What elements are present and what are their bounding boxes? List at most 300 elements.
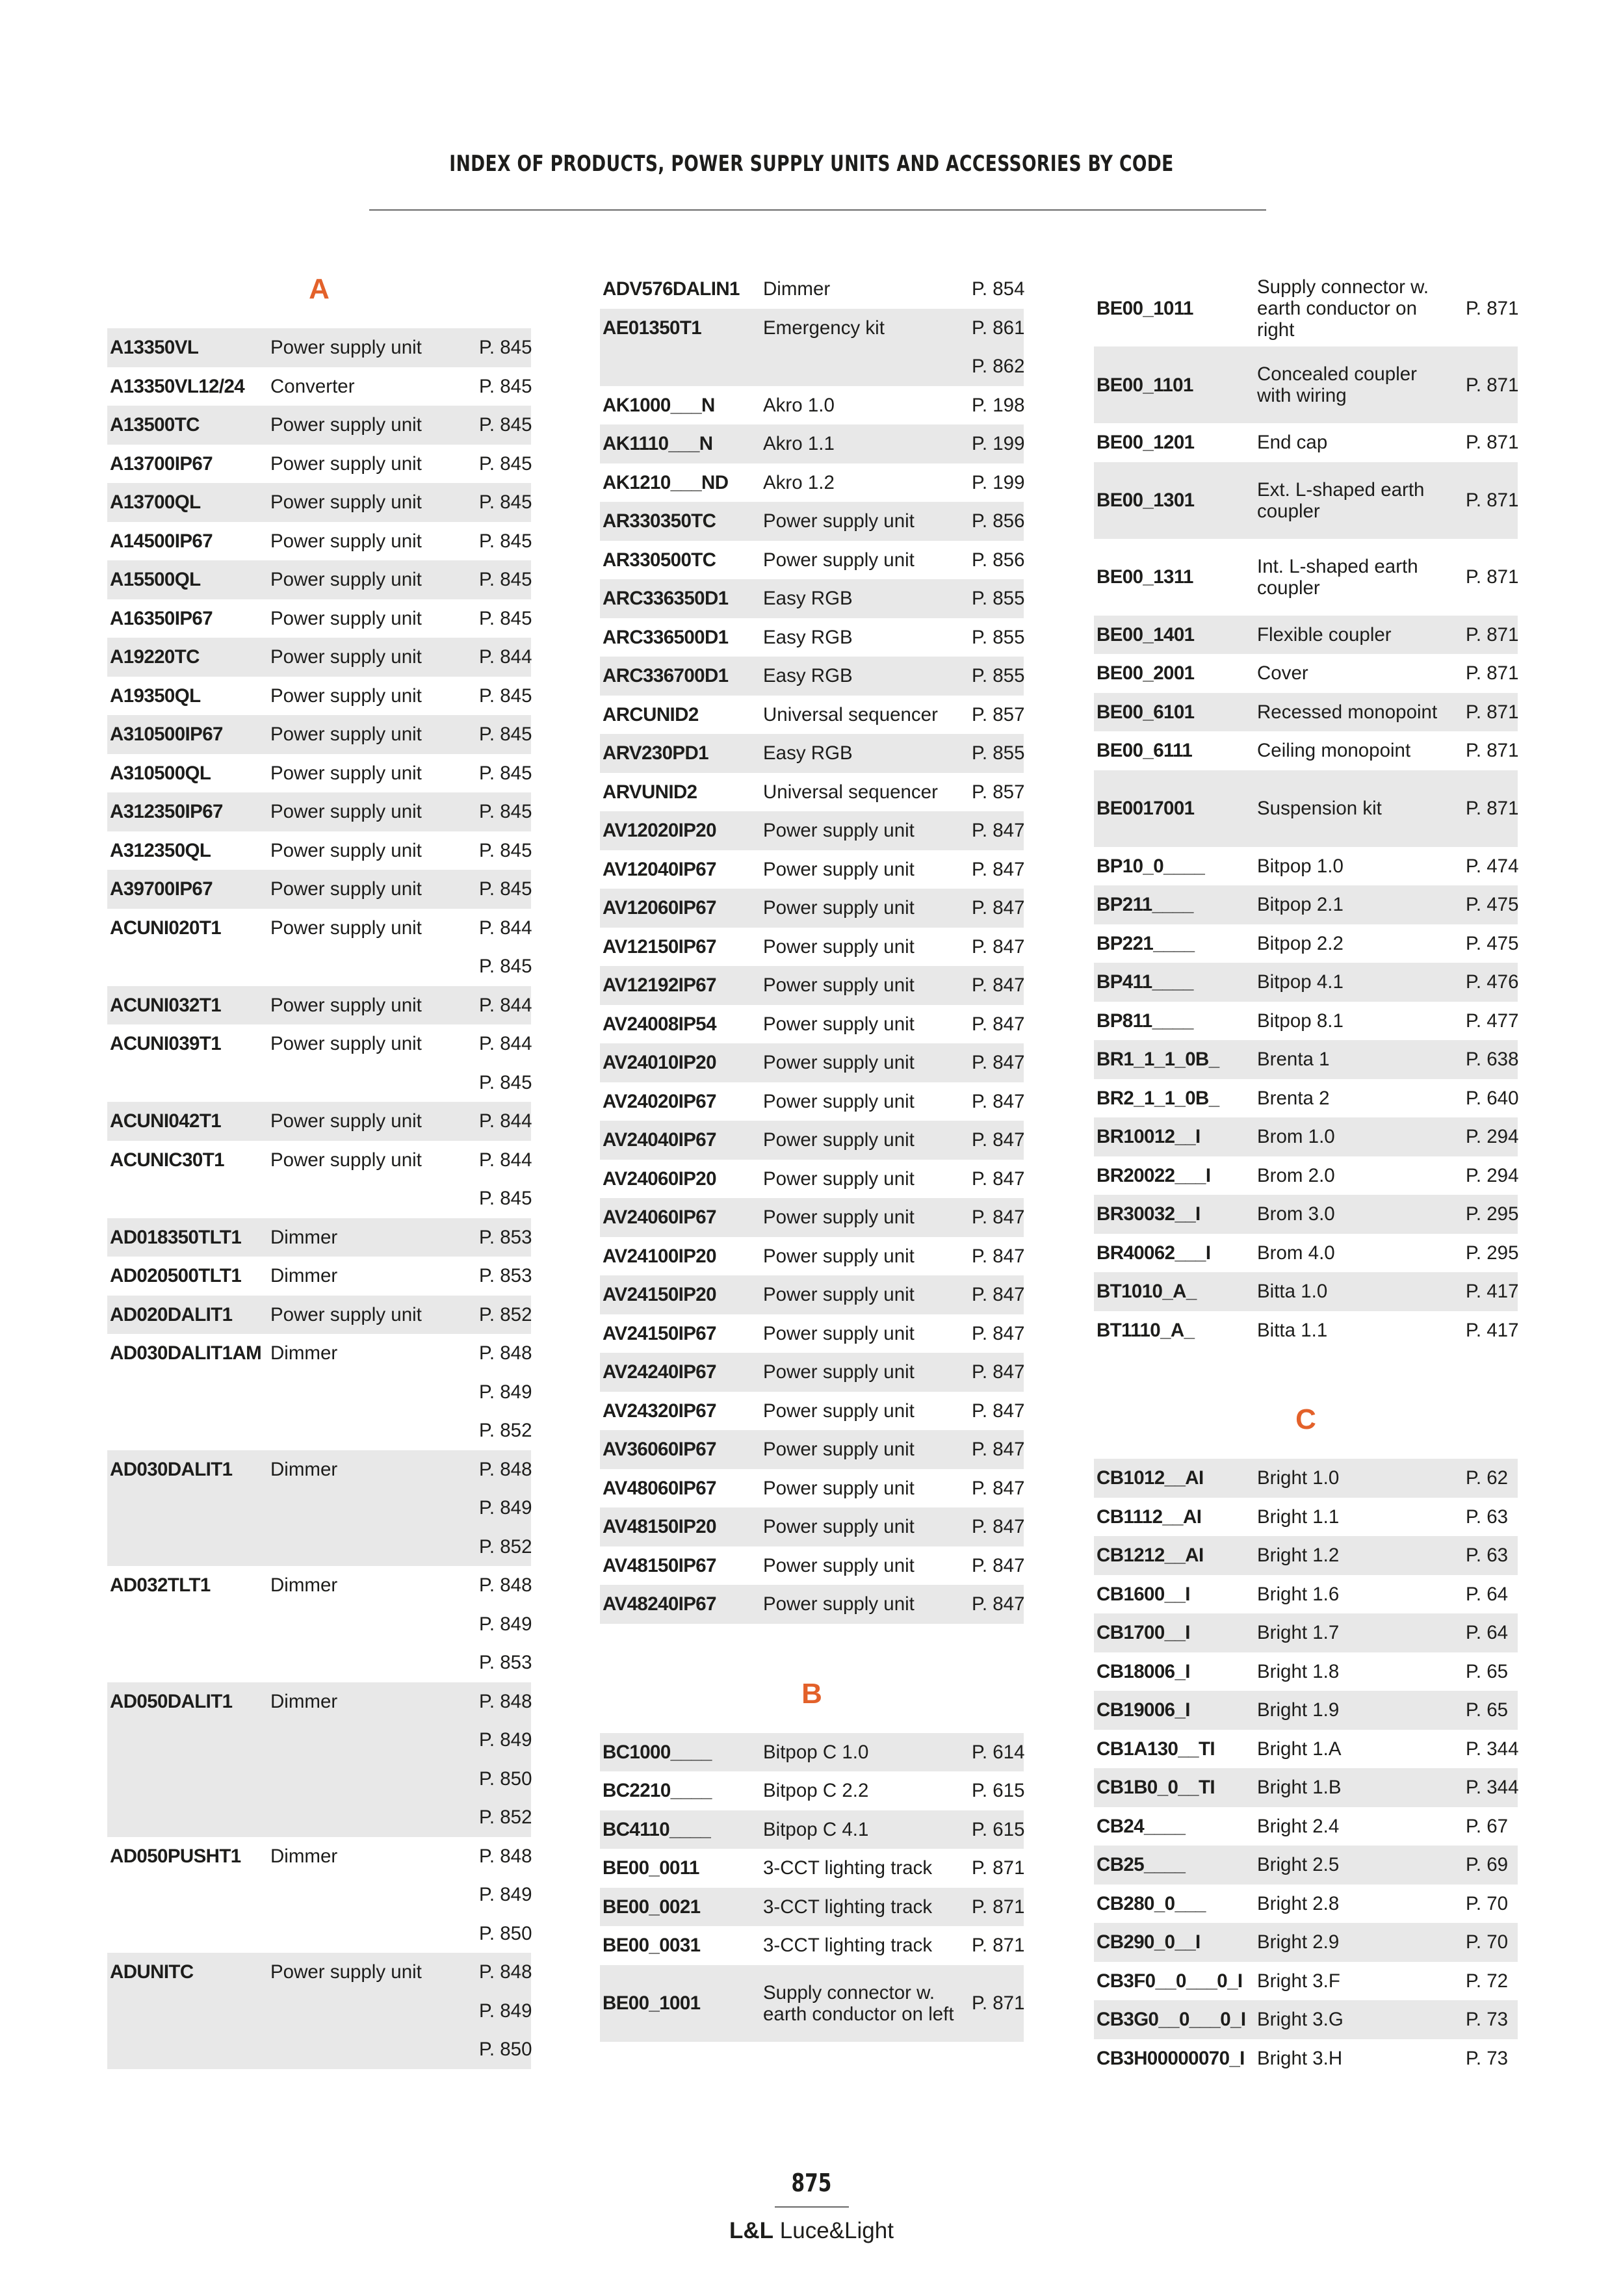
product-code: ADV576DALIN1 — [603, 278, 740, 300]
product-code: AK1000___N — [603, 394, 715, 416]
product-description: Dimmer — [270, 1265, 338, 1287]
page-reference: P. 63 — [1466, 1506, 1509, 1528]
index-row — [107, 792, 531, 831]
product-description: Power supply unit — [270, 685, 422, 707]
product-code: ACUNI020T1 — [110, 917, 222, 939]
index-row — [1094, 731, 1518, 770]
product-description: Brom 2.0 — [1257, 1164, 1335, 1186]
index-row — [1094, 885, 1518, 924]
product-description: Power supply unit — [763, 1554, 915, 1576]
product-code: BP211____ — [1097, 894, 1193, 916]
product-code: AD020DALIT1 — [110, 1303, 233, 1325]
product-description: Brom 1.0 — [1257, 1126, 1335, 1148]
page-reference: P. 848 — [479, 1961, 532, 1983]
page-reference: P. 847 — [972, 858, 1025, 880]
index-row — [107, 1682, 531, 1721]
page-reference: P. 871 — [1466, 701, 1519, 723]
product-description: Bitpop C 4.1 — [763, 1818, 869, 1840]
product-description: Recessed monopoint — [1257, 701, 1438, 723]
product-description: Power supply unit — [270, 337, 422, 359]
page-reference: P. 67 — [1466, 1815, 1509, 1837]
index-row — [600, 1121, 1024, 1160]
product-code: BP10_0____ — [1097, 855, 1205, 877]
page-reference: P. 640 — [1466, 1087, 1519, 1109]
page-reference: P. 64 — [1466, 1622, 1509, 1644]
index-row — [107, 1837, 531, 1876]
product-description: Power supply unit — [270, 1961, 422, 1983]
index-row — [107, 831, 531, 870]
index-row — [600, 657, 1024, 696]
page-reference: P. 848 — [479, 1458, 532, 1480]
index-row — [107, 1566, 531, 1605]
page-reference: P. 294 — [1466, 1126, 1519, 1148]
index-row — [1094, 847, 1518, 886]
index-row — [600, 1237, 1024, 1276]
page-reference: P. 849 — [479, 2000, 532, 2022]
index-row — [107, 1875, 531, 1914]
product-description: Bright 1.7 — [1257, 1622, 1340, 1644]
page-reference: P. 72 — [1466, 1970, 1509, 1992]
page-reference: P. 847 — [972, 1516, 1025, 1538]
index-row — [600, 1160, 1024, 1199]
product-code: CB24____ — [1097, 1815, 1186, 1837]
product-code: CB1212__AI — [1097, 1545, 1204, 1567]
product-description: Bright 1.6 — [1257, 1583, 1340, 1605]
product-code: AV24010IP20 — [603, 1052, 716, 1074]
index-row — [107, 328, 531, 367]
index-row — [600, 1392, 1024, 1431]
page-reference: P. 844 — [479, 1033, 532, 1055]
page-reference: P. 845 — [479, 1071, 532, 1093]
product-code: ARC336350D1 — [603, 588, 729, 610]
product-description: Brenta 1 — [1257, 1049, 1330, 1071]
page-reference: P. 871 — [1466, 432, 1519, 454]
product-description: Bitta 1.0 — [1257, 1281, 1328, 1303]
page-reference: P. 871 — [1466, 566, 1519, 588]
index-row — [600, 463, 1024, 502]
index-row — [1094, 924, 1518, 963]
product-code: AV24060IP67 — [603, 1207, 716, 1229]
product-code: AD050DALIT1 — [110, 1690, 233, 1712]
index-row — [107, 445, 531, 484]
product-code: BE00_1301 — [1097, 489, 1195, 511]
index-row — [107, 754, 531, 793]
index-row — [1094, 1923, 1518, 1962]
index-row — [1094, 1459, 1518, 1498]
product-code: AE01350T1 — [603, 317, 702, 339]
page-reference: P. 344 — [1466, 1738, 1519, 1760]
product-description: Akro 1.2 — [763, 471, 835, 493]
index-row — [600, 1965, 1024, 2042]
page-reference: P. 847 — [972, 820, 1025, 842]
index-row — [600, 850, 1024, 889]
product-description: Power supply unit — [270, 646, 422, 668]
product-code: AD030DALIT1AM — [110, 1342, 262, 1364]
page-reference: P. 845 — [479, 801, 532, 823]
title-divider — [369, 209, 1266, 211]
index-row — [600, 889, 1024, 928]
product-description: Suspension kit — [1257, 798, 1382, 819]
index-row — [107, 1914, 531, 1953]
index-row — [1094, 1156, 1518, 1195]
product-code: A13700QL — [110, 491, 201, 514]
product-description: Power supply unit — [763, 858, 915, 880]
index-row — [107, 909, 531, 948]
product-description: Power supply unit — [763, 1284, 915, 1306]
product-description: Power supply unit — [270, 1303, 422, 1325]
product-description: Bitpop 1.0 — [1257, 855, 1344, 877]
product-code: AV12040IP67 — [603, 858, 716, 880]
index-row — [1094, 963, 1518, 1002]
index-row — [107, 2030, 531, 2069]
index-row — [107, 1953, 531, 1992]
section-gap — [1094, 1350, 1518, 1381]
product-description: Power supply unit — [763, 1439, 915, 1461]
product-code: ACUNI032T1 — [110, 994, 222, 1016]
page-reference: P. 847 — [972, 935, 1025, 958]
product-description: Cover — [1257, 662, 1308, 685]
index-row — [600, 1926, 1024, 1965]
product-description: Brom 3.0 — [1257, 1203, 1335, 1225]
product-description: Bright 1.A — [1257, 1738, 1342, 1760]
product-code: A16350IP67 — [110, 607, 213, 629]
product-description: Bright 3.F — [1257, 1970, 1340, 1992]
page-reference: P. 856 — [972, 510, 1025, 532]
product-code: A13700IP67 — [110, 452, 213, 475]
page-reference: P. 847 — [972, 1400, 1025, 1422]
index-row — [107, 560, 531, 599]
page-reference: P. 853 — [479, 1226, 532, 1248]
product-code: A13350VL — [110, 337, 199, 359]
index-row — [1094, 1498, 1518, 1537]
product-description: Power supply unit — [270, 1033, 422, 1055]
page-reference: P. 871 — [972, 1896, 1025, 1918]
page-reference: P. 871 — [1466, 740, 1519, 762]
product-code: BR1_1_1_0B_ — [1097, 1049, 1219, 1071]
product-description: Brom 4.0 — [1257, 1242, 1335, 1264]
index-row — [1094, 693, 1518, 732]
product-code: AV12150IP67 — [603, 935, 716, 958]
index-row — [107, 522, 531, 561]
product-code: AR330500TC — [603, 549, 716, 571]
product-code: AD050PUSHT1 — [110, 1845, 241, 1867]
index-row — [1094, 1117, 1518, 1156]
index-row — [107, 1760, 531, 1799]
product-description: Power supply unit — [270, 994, 422, 1016]
page-reference: P. 845 — [479, 762, 532, 784]
product-code: ACUNI042T1 — [110, 1110, 222, 1132]
product-code: AR330350TC — [603, 510, 716, 532]
product-description: Power supply unit — [763, 1129, 915, 1151]
product-code: BE00_1201 — [1097, 432, 1195, 454]
product-description: Dimmer — [270, 1342, 338, 1364]
product-code: BE00_0031 — [603, 1935, 701, 1957]
index-row — [600, 541, 1024, 580]
product-description: 3-CCT lighting track — [763, 1896, 933, 1918]
product-code: AV48060IP67 — [603, 1477, 716, 1499]
product-code: BE00_0011 — [603, 1857, 699, 1879]
page-reference: P. 871 — [1466, 662, 1519, 685]
product-code: BR30032__I — [1097, 1203, 1201, 1225]
product-code: AD020500TLT1 — [110, 1265, 242, 1287]
product-code: BP411____ — [1097, 971, 1193, 993]
page-reference: P. 845 — [479, 839, 532, 861]
index-row — [107, 1179, 531, 1218]
index-row — [107, 1721, 531, 1760]
product-description: Easy RGB — [763, 588, 853, 610]
product-code: AV12192IP67 — [603, 974, 716, 997]
product-description: Converter — [270, 375, 355, 397]
product-code: AV24150IP67 — [603, 1322, 716, 1344]
product-description: Bright 1.9 — [1257, 1699, 1340, 1721]
page-reference: P. 871 — [972, 1992, 1025, 2014]
index-row — [1094, 1613, 1518, 1652]
index-row — [600, 1849, 1024, 1888]
product-code: CB3H00000070_I — [1097, 2047, 1245, 2069]
index-row — [107, 1450, 531, 1489]
index-row — [107, 1296, 531, 1335]
product-description: Bitpop 2.2 — [1257, 932, 1344, 954]
index-row — [600, 270, 1024, 309]
brand-rest: Luce&Light — [773, 2218, 894, 2243]
index-row — [107, 1528, 531, 1567]
page-reference: P. 844 — [479, 917, 532, 939]
product-description: Bitpop C 2.2 — [763, 1780, 869, 1802]
index-column-1 — [107, 250, 531, 2069]
product-code: A312350IP67 — [110, 801, 223, 823]
page-reference: P. 847 — [972, 1052, 1025, 1074]
index-row — [107, 1024, 531, 1063]
product-code: A39700IP67 — [110, 878, 213, 900]
index-row — [107, 483, 531, 522]
product-description: Universal sequencer — [763, 703, 938, 725]
page-reference: P. 857 — [972, 781, 1025, 803]
page-reference: P. 847 — [972, 1168, 1025, 1190]
page-reference: P. 847 — [972, 1284, 1025, 1306]
page-reference: P. 845 — [479, 878, 532, 900]
product-code: AV24100IP20 — [603, 1245, 716, 1267]
product-description: Power supply unit — [763, 1013, 915, 1035]
page-reference: P. 344 — [1466, 1777, 1519, 1799]
product-code: CB1B0_0__TI — [1097, 1777, 1215, 1799]
index-row — [600, 1082, 1024, 1121]
index-row — [1094, 1311, 1518, 1350]
product-description: Power supply unit — [763, 1361, 915, 1383]
product-description: Power supply unit — [763, 1322, 915, 1344]
page-reference: P. 871 — [1466, 623, 1519, 646]
product-code: BC2210____ — [603, 1780, 712, 1802]
page-reference: P. 847 — [972, 1322, 1025, 1344]
page-reference: P. 199 — [972, 433, 1025, 455]
page-reference: P. 638 — [1466, 1049, 1519, 1071]
index-column-3 — [1094, 270, 1518, 2078]
index-row — [1094, 539, 1518, 616]
index-row — [600, 309, 1024, 348]
product-code: AV48150IP67 — [603, 1554, 716, 1576]
index-row — [1094, 1002, 1518, 1041]
index-row — [600, 1507, 1024, 1546]
index-row — [600, 1275, 1024, 1314]
product-code: ARVUNID2 — [603, 781, 697, 803]
page-reference: P. 850 — [479, 2039, 532, 2061]
index-row — [600, 1314, 1024, 1353]
page-reference: P. 861 — [972, 317, 1025, 339]
index-row — [107, 1605, 531, 1644]
index-row — [600, 696, 1024, 735]
product-code: AD030DALIT1 — [110, 1458, 233, 1480]
page-reference: P. 871 — [972, 1857, 1025, 1879]
page-reference: P. 852 — [479, 1807, 532, 1829]
product-description: Bitta 1.1 — [1257, 1319, 1328, 1341]
product-description: Dimmer — [763, 278, 831, 300]
product-description: Easy RGB — [763, 626, 853, 648]
page-reference: P. 844 — [479, 646, 532, 668]
product-description: Power supply unit — [270, 491, 422, 514]
page-reference: P. 847 — [972, 1013, 1025, 1035]
page-reference: P. 295 — [1466, 1242, 1519, 1264]
index-row — [107, 1102, 531, 1141]
product-description: Power supply unit — [763, 1593, 915, 1615]
product-code: AD032TLT1 — [110, 1574, 211, 1597]
product-description: Bright 1.0 — [1257, 1467, 1340, 1489]
page-reference: P. 199 — [972, 471, 1025, 493]
index-row — [600, 579, 1024, 618]
product-description: Bright 2.9 — [1257, 1931, 1340, 1953]
product-code: AV24008IP54 — [603, 1013, 716, 1035]
page-reference: P. 848 — [479, 1690, 532, 1712]
product-description: Flexible coupler — [1257, 623, 1392, 646]
product-description: Brenta 2 — [1257, 1087, 1330, 1109]
page-reference: P. 844 — [479, 994, 532, 1016]
product-description: Power supply unit — [763, 549, 915, 571]
page-reference: P. 848 — [479, 1574, 532, 1597]
product-description: Power supply unit — [763, 935, 915, 958]
page-reference: P. 848 — [479, 1845, 532, 1867]
index-row — [1094, 1768, 1518, 1807]
product-description: Power supply unit — [763, 1400, 915, 1422]
page-reference: P. 845 — [479, 569, 532, 591]
product-description: Easy RGB — [763, 742, 853, 764]
page-reference: P. 70 — [1466, 1892, 1509, 1914]
product-description: Bitpop 4.1 — [1257, 971, 1344, 993]
product-code: A310500IP67 — [110, 724, 223, 746]
brand-bold: L&L — [729, 2218, 774, 2243]
index-row — [107, 638, 531, 677]
page-reference: P. 857 — [972, 703, 1025, 725]
index-row — [107, 1334, 531, 1373]
product-code: CB1700__I — [1097, 1622, 1190, 1644]
page-reference: P. 845 — [479, 452, 532, 475]
index-row — [600, 1005, 1024, 1044]
product-code: BE00_6111 — [1097, 740, 1193, 762]
product-code: AV12020IP20 — [603, 820, 716, 842]
page-reference: P. 849 — [479, 1613, 532, 1635]
product-code: ACUNI039T1 — [110, 1033, 222, 1055]
product-code: AD018350TLT1 — [110, 1226, 242, 1248]
page-reference: P. 847 — [972, 1090, 1025, 1112]
product-code: CB1112__AI — [1097, 1506, 1202, 1528]
page-reference: P. 475 — [1466, 894, 1519, 916]
page-reference: P. 65 — [1466, 1660, 1509, 1682]
product-code: BE00_1001 — [603, 1992, 701, 2014]
product-code: AV24020IP67 — [603, 1090, 716, 1112]
index-row — [107, 406, 531, 445]
page-reference: P. 845 — [479, 956, 532, 978]
page-reference: P. 849 — [479, 1729, 532, 1751]
page-reference: P. 198 — [972, 394, 1025, 416]
index-row — [1094, 270, 1518, 346]
index-row — [107, 367, 531, 406]
product-code: A15500QL — [110, 569, 201, 591]
product-description: 3-CCT lighting track — [763, 1935, 933, 1957]
footer-divider — [775, 2206, 849, 2208]
index-row — [600, 1353, 1024, 1392]
index-row — [600, 773, 1024, 812]
product-description: Dimmer — [270, 1845, 338, 1867]
product-code: BE00_6101 — [1097, 701, 1195, 723]
index-row — [1094, 1652, 1518, 1691]
product-code: BE00_2001 — [1097, 662, 1195, 685]
index-row — [600, 1469, 1024, 1508]
index-row — [107, 715, 531, 754]
product-code: BE0017001 — [1097, 798, 1195, 819]
index-row — [600, 424, 1024, 463]
index-row — [1094, 1807, 1518, 1846]
product-description: Power supply unit — [763, 897, 915, 919]
product-description: Bright 1.8 — [1257, 1660, 1340, 1682]
page-reference: P. 845 — [479, 1188, 532, 1210]
index-row — [600, 966, 1024, 1005]
index-row — [107, 1257, 531, 1296]
page-reference: P. 63 — [1466, 1545, 1509, 1567]
product-description: Akro 1.1 — [763, 433, 835, 455]
product-code: BE00_0021 — [603, 1896, 701, 1918]
index-row — [1094, 1040, 1518, 1079]
page-reference: P. 844 — [479, 1110, 532, 1132]
product-description: Power supply unit — [763, 1516, 915, 1538]
product-description: Bright 2.8 — [1257, 1892, 1340, 1914]
index-row — [1094, 1272, 1518, 1311]
index-row — [107, 1992, 531, 2031]
product-code: CB3F0__0___0_I — [1097, 1970, 1243, 1992]
product-code: A312350QL — [110, 839, 211, 861]
index-row — [600, 386, 1024, 425]
page-reference: P. 614 — [972, 1741, 1025, 1763]
product-code: BR20022___I — [1097, 1164, 1211, 1186]
product-description: Ceiling monopoint — [1257, 740, 1411, 762]
product-code: BR40062___I — [1097, 1242, 1211, 1264]
index-row — [600, 1546, 1024, 1585]
index-row — [1094, 1234, 1518, 1273]
index-row — [107, 1218, 531, 1257]
page-reference: P. 845 — [479, 375, 532, 397]
page-reference: P. 850 — [479, 1922, 532, 1944]
product-code: BC1000____ — [603, 1741, 712, 1763]
product-description: Bright 3.H — [1257, 2047, 1343, 2069]
product-description: Power supply unit — [763, 820, 915, 842]
page-reference: P. 64 — [1466, 1583, 1509, 1605]
product-description: Bitpop C 1.0 — [763, 1741, 869, 1763]
page-reference: P. 73 — [1466, 2047, 1509, 2069]
product-description: Power supply unit — [763, 1052, 915, 1074]
product-description: Bright 2.4 — [1257, 1815, 1340, 1837]
page-reference: P. 847 — [972, 1245, 1025, 1267]
page-reference: P. 845 — [479, 337, 532, 359]
page-reference: P. 854 — [972, 278, 1025, 300]
section-letter: B — [801, 1677, 822, 1710]
index-row — [600, 1585, 1024, 1624]
product-description: Bitpop 8.1 — [1257, 1010, 1344, 1032]
